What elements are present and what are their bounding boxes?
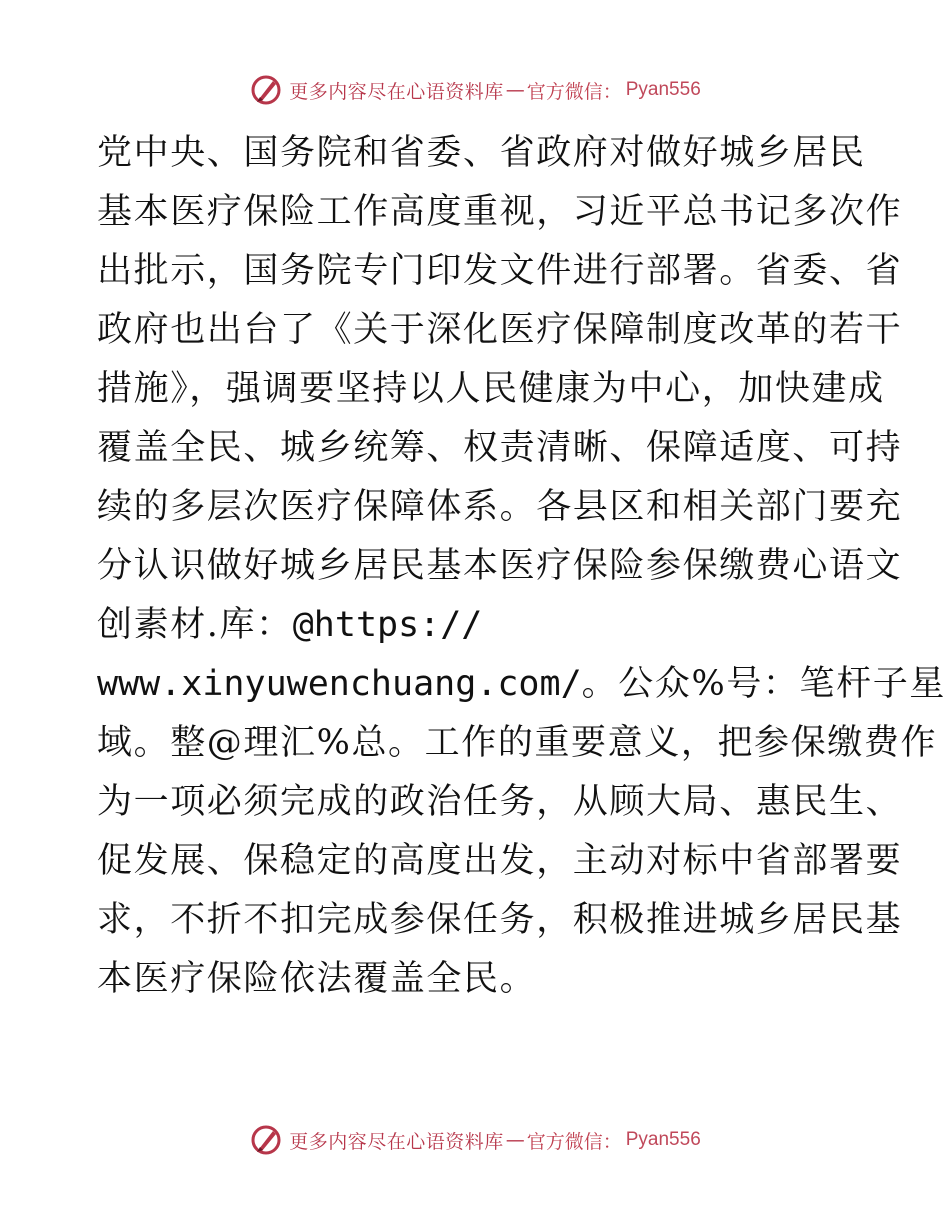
- body-line: [97, 655, 946, 714]
- body-line: 政府也出台了《关于深化医疗保障制度改革的若干: [97, 310, 903, 350]
- banner-title: 更多内容尽在心语资料库: [289, 80, 504, 103]
- body-line: 促发展、保稳定的高度出发，主动对标中省部署要: [97, 841, 903, 881]
- url-text: www.xinyuwenchuang.com/: [97, 664, 582, 704]
- banner-separator: —: [505, 1129, 525, 1151]
- banner-wechat-id: Pyan556: [625, 79, 701, 100]
- banner-title: 更多内容尽在心语资料库: [289, 1130, 504, 1153]
- body-line-suffix: 。公众%号：笔杆子星: [581, 664, 946, 704]
- body-line: 分认识做好城乡居民基本医疗保险参保缴费心语文: [97, 546, 903, 586]
- body-line: [97, 596, 857, 655]
- body-line-prefix: 创素材.库：: [97, 605, 293, 645]
- banner-wechat-label: 官方微信：: [526, 1130, 622, 1153]
- body-line: 求，不折不扣完成参保任务，积极推进城乡居民基: [97, 900, 903, 940]
- body-line: 党中央、国务院和省委、省政府对做好城乡居民: [97, 133, 866, 173]
- body-line: 域。整@理汇%总。工作的重要意义，把参保缴费作: [97, 723, 938, 763]
- body-line: 基本医疗保险工作高度重视，习近平总书记多次作: [97, 192, 903, 232]
- url-fragment: @https://: [292, 605, 483, 645]
- footer-banner: [0, 1120, 950, 1160]
- body-line: 续的多层次医疗保障体系。各县区和相关部门要充: [97, 487, 903, 527]
- header-banner: [0, 70, 950, 110]
- banner-wechat-id: Pyan556: [625, 1129, 701, 1150]
- quill-pen-logo-icon: [249, 1123, 283, 1157]
- document-body: [97, 124, 946, 1009]
- body-line: 本医疗保险依法覆盖全民。: [97, 959, 537, 999]
- banner-wechat-label: 官方微信：: [526, 80, 622, 103]
- body-line: 为一项必须完成的政治任务，从顾大局、惠民生、: [97, 782, 903, 822]
- body-line: 出批示，国务院专门印发文件进行部署。省委、省: [97, 251, 903, 291]
- banner-separator: —: [505, 79, 525, 101]
- quill-pen-logo-icon: [249, 73, 283, 107]
- body-line: 措施》，强调要坚持以人民健康为中心，加快建成: [97, 369, 885, 409]
- body-line: 覆盖全民、城乡统筹、权责清晰、保障适度、可持: [97, 428, 903, 468]
